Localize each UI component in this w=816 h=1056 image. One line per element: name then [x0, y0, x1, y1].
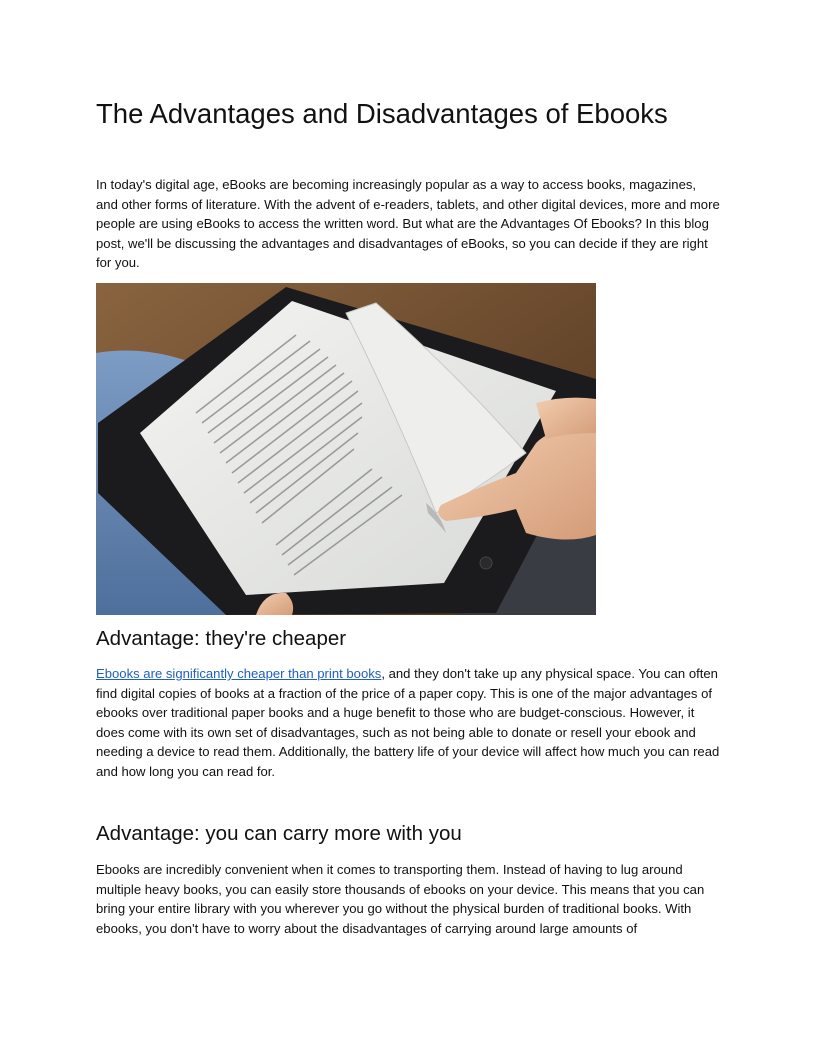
cheaper-than-print-link[interactable]: Ebooks are significantly cheaper than print books [96, 666, 382, 681]
section-heading-cheaper: Advantage: they're cheaper [96, 627, 347, 650]
cheaper-paragraph-text: , and they don't take up any physical space. You can often find digital copies of books at a fraction of the price of a paper copy. This is one of the major advantages of ebooks over traditional paper books and a huge benefit to those who are budget-conscious. However, it does come with its own set of disadvantages, such as not being able to donate or resell your ebook and needing a device to read them. Additionally, the battery life of your device will affect how much you can read and how long you can read for. [96, 666, 720, 779]
section-paragraph-cheaper [96, 664, 720, 781]
section-heading-carry-more: Advantage: you can carry more with you [96, 822, 462, 845]
section-paragraph-carry-more: Ebooks are incredibly convenient when it comes to transporting them. Instead of having to lug around multiple heavy books, you can easily store thousands of ebooks on your device. This means that you can bring your entire library with you wherever you go without the physical burden of traditional books. With ebooks, you don't have to worry about the disadvantages of carrying around large amounts of [96, 862, 705, 936]
intro-paragraph: In today's digital age, eBooks are becoming increasingly popular as a way to access books, magazines, and other forms of literature. With the advent of e-readers, tablets, and other digital devices, more and more people are using eBooks to access the written word. But what are the Advantages Of Ebooks? In this blog post, we'll be discussing the advantages and disadvantages of eBooks, so you can decide if they are right for you. [96, 177, 720, 270]
article-title: The Advantages and Disadvantages of Ebooks [96, 98, 668, 129]
tablet-reading-illustration [96, 283, 596, 615]
tablet-reading-photo [96, 283, 596, 615]
